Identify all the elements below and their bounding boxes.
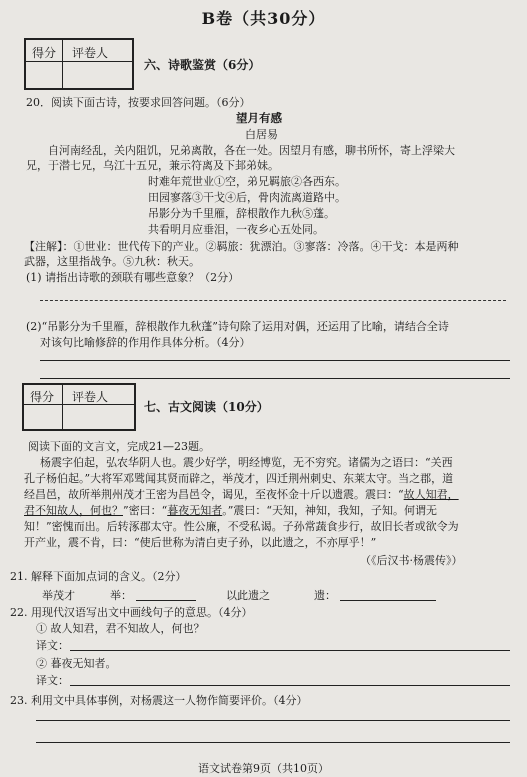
q20-sub1: (1) 请指出诗歌的颈联有哪些意象？（2分） [26, 271, 240, 284]
q21-prompt: 21. 解释下面加点词的含义。（2分） [10, 570, 187, 583]
classical-intro: 阅读下面的文言文，完成21—23题。 [28, 440, 210, 453]
score-box-section7 [22, 383, 136, 431]
underlined-sentence-2: 暮夜无知者 [167, 504, 223, 517]
grader-label: 评卷人 [72, 390, 109, 404]
q21-answer-blank[interactable] [340, 600, 436, 601]
q21-phrase-b: 以此遗之 [226, 589, 270, 602]
underlined-sentence-1: 故人知君， [403, 488, 459, 501]
classical-text-line: 杨震字伯起，弘农华阴人也。震少好学，明经博览，无不穷究。诸儒为之语曰：“关西 [40, 456, 453, 469]
text-plain: 。”震曰：“天知，神知，我知，子知。何谓无 [222, 504, 437, 517]
q22-prompt: 22. 用现代汉语写出文中画线句子的意思。（4分） [10, 606, 253, 619]
q22-translate-label: 译文： [36, 674, 69, 687]
answer-line[interactable] [40, 378, 510, 379]
q20-prompt: 20．阅读下面古诗，按要求回答问题。（6分） [26, 96, 251, 109]
section6-heading: 六、诗歌鉴赏（6分） [144, 58, 261, 72]
underlined-sentence-1: 君不知故人，何也？ [24, 504, 123, 517]
q23-answer-line[interactable] [36, 720, 510, 721]
poem-author: 白居易 [245, 128, 278, 141]
q21-phrase-a: 举茂才 [42, 589, 75, 602]
score-label: 得分 [32, 46, 57, 60]
poem-title: 望月有感 [236, 111, 282, 125]
poem-line: 时难年荒世业①空，弟兄羁旅②各西东。 [148, 175, 346, 188]
classical-text-line [24, 486, 459, 502]
q20-sub2: (2)“吊影分为千里雁，辞根散作九秋蓬”诗句除了运用对偶，还运用了比喻，请结合全诗 [26, 320, 449, 333]
answer-line[interactable] [40, 360, 510, 361]
q20-sub2: 对该句比喻修辞的作用作具体分析。（4分） [40, 336, 251, 349]
q21-answer-blank[interactable] [136, 600, 196, 601]
page-footer: 语文试卷第9页（共10页） [198, 762, 329, 775]
poem-line: 田园寥落③干戈④后，骨肉流离道路中。 [148, 191, 346, 204]
poem-note: 武器，这里指战争。⑤九秋：秋天。 [24, 255, 200, 268]
q22-translate-label: 译文： [36, 639, 69, 652]
poem-line: 吊影分为千里雁，辞根散作九秋⑤蓬。 [148, 207, 335, 220]
poem-preface-line: 兄，于潜七兄，乌江十五兄，兼示符离及下邽弟妹。 [26, 159, 279, 172]
q22-answer-line[interactable] [70, 685, 510, 686]
grader-label: 评卷人 [72, 46, 109, 60]
q23-answer-line[interactable] [36, 742, 510, 743]
page-title: B卷（共30分） [201, 9, 326, 28]
classical-text-line: 开产业，震不肯，曰：“使后世称为清白吏子孙，以此遗之，不亦厚乎！” [24, 536, 377, 549]
classical-text-line: 知！”密愧而出。后转涿郡太守。性公廉，不受私谒。子孙常蔬食步行，故旧长者或欲令为 [24, 520, 459, 533]
q22-sentence-1: ① 故人知君，君不知故人，何也？ [36, 622, 205, 635]
score-label: 得分 [30, 390, 55, 404]
classical-source: （《后汉书·杨震传》） [360, 554, 463, 567]
poem-line: 共看明月应垂泪，一夜乡心五处同。 [148, 223, 324, 236]
q21-label-a: 举： [110, 589, 132, 602]
classical-text-line: 孔子杨伯起。”大将军邓骘闻其贤而辟之，举茂才，四迁荆州刺史、东莱太守。当之郡，道 [24, 472, 454, 485]
score-box-section6 [24, 38, 134, 90]
text-plain: 经昌邑，故所举荆州茂才王密为昌邑令，谒见，至夜怀金十斤以遗震。震曰：“ [24, 488, 404, 501]
poem-note: 【注解】：①世业：世代传下的产业。②羁旅：犹漂泊。③寥落：冷落。④干戈：本是两种 [24, 240, 459, 253]
q23-prompt: 23. 利用文中具体事例，对杨震这一人物作简要评价。（4分） [10, 694, 308, 707]
answer-line[interactable] [40, 300, 506, 301]
section7-heading: 七、古文阅读（10分） [144, 400, 269, 414]
q22-sentence-2: ② 暮夜无知者。 [36, 657, 117, 670]
poem-preface-line: 自河南经乱，关内阻饥，兄弟离散，各在一处。因望月有感，聊书所怀，寄上浮梁大 [48, 144, 455, 157]
q22-answer-line[interactable] [70, 650, 510, 651]
classical-text-line [24, 502, 437, 518]
text-plain: ”密曰：“ [123, 504, 168, 517]
q21-label-b: 遗： [314, 589, 336, 602]
